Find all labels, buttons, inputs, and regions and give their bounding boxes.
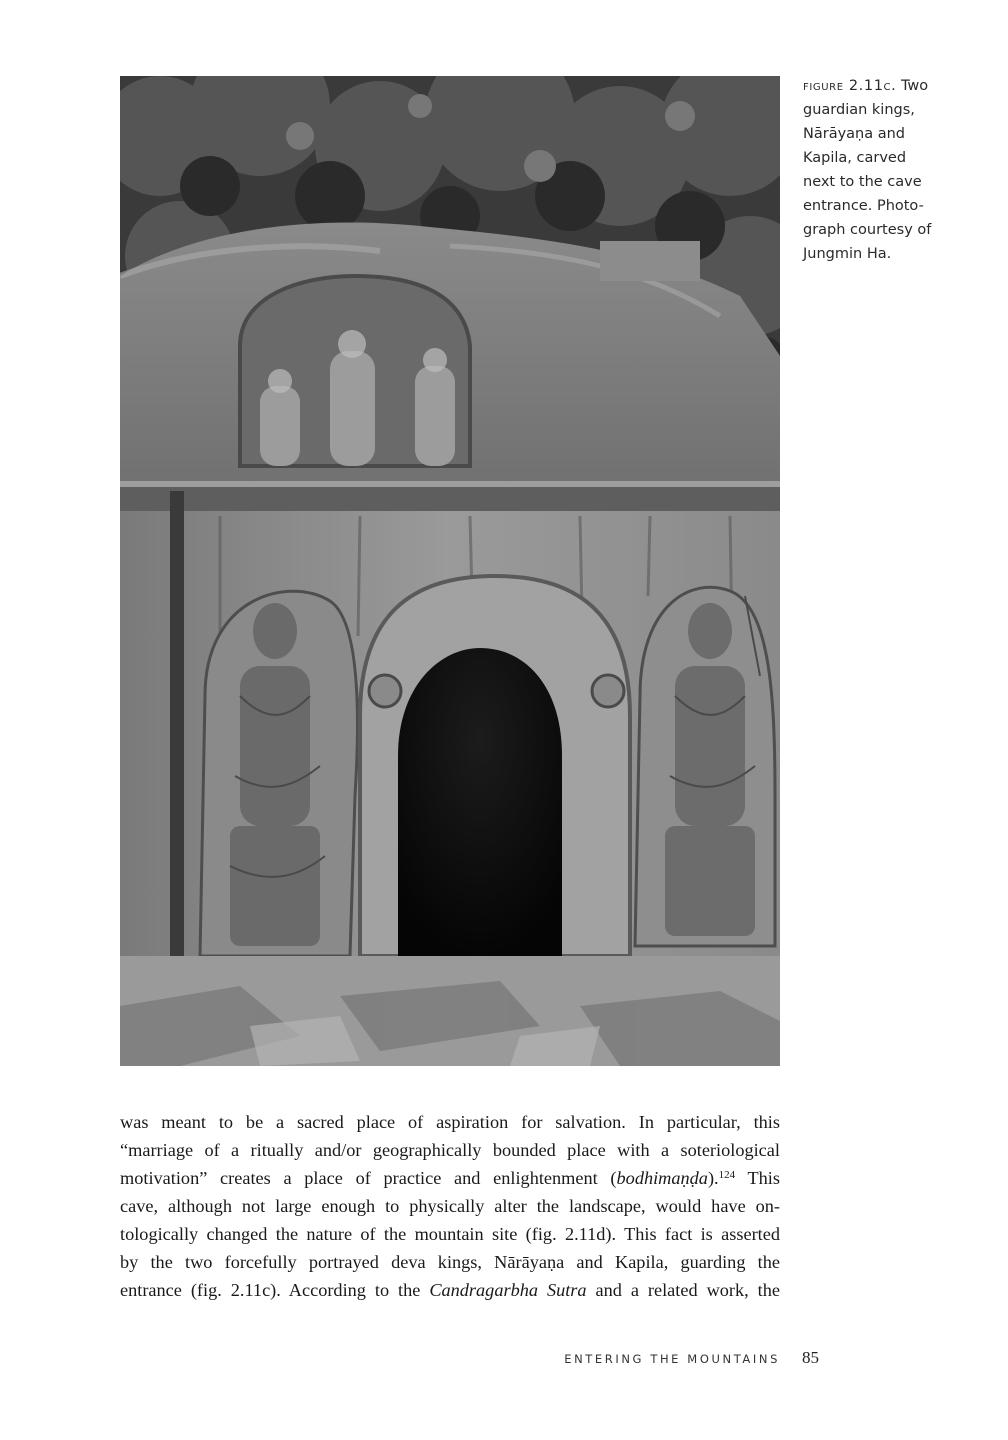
text-line: tologically changed the nature of the mountain site (fig. 2.11d). This fact is asserted	[120, 1224, 780, 1244]
text-run: ).	[707, 1168, 719, 1188]
caption-label: figure 2.11c.	[803, 78, 897, 94]
italic-title: Candragarbha Sutra	[429, 1280, 587, 1300]
caption-line: guardian kings,	[803, 102, 915, 118]
caption-line: entrance. Photo-	[803, 198, 924, 214]
text-line: was meant to be a sacred place of aspiration for salvation. In particular, this	[120, 1112, 780, 1132]
caption-line: next to the cave	[803, 174, 922, 190]
caption-line: Jungmin Ha.	[803, 246, 892, 262]
text-run: entrance (fig. 2.11c). According to the	[120, 1280, 430, 1300]
page-number: 85	[802, 1348, 819, 1367]
caption-line: Two	[900, 78, 929, 94]
caption-line: graph courtesy of	[803, 222, 932, 238]
body-paragraph	[120, 1108, 780, 1304]
caption-line: Kapila, carved	[803, 150, 907, 166]
footnote-ref[interactable]: 124	[718, 1169, 736, 1181]
text-run: and a related work, the	[586, 1280, 780, 1300]
text-run: This	[735, 1168, 780, 1188]
italic-term: bodhimaṇḍa	[616, 1168, 708, 1188]
running-head: ENTERING THE MOUNTAINS	[564, 1352, 780, 1366]
text-line: “marriage of a ritually and/or geographically bounded place with a soteriological	[120, 1140, 780, 1160]
figure-caption	[803, 74, 953, 266]
text-line: cave, although not large enough to physically alter the landscape, would have on-	[120, 1196, 780, 1216]
cave-entrance-photograph	[120, 76, 780, 1066]
caption-line: Nārāyaṇa and	[803, 126, 906, 142]
text-line	[120, 1164, 780, 1192]
text-run: motivation” creates a place of practice and enlightenment (	[120, 1168, 617, 1188]
text-line: by the two forcefully portrayed deva kings, Nārāyaṇa and Kapila, guarding the	[120, 1252, 780, 1272]
text-line	[120, 1276, 780, 1304]
